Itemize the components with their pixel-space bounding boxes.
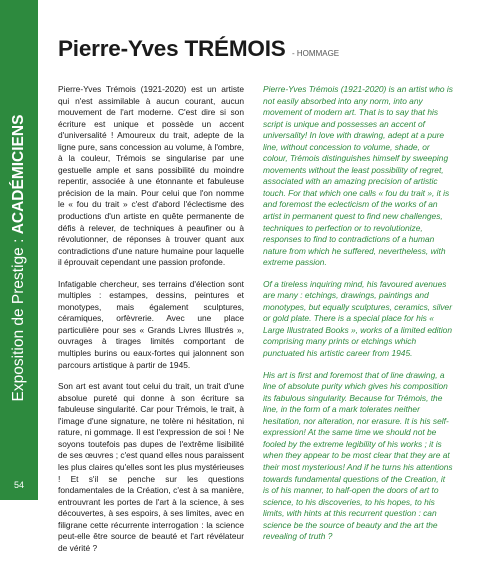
header — [58, 36, 339, 62]
french-paragraph-3: Son art est avant tout celui du trait, un trait d'une absolue pureté qui donne à son écriture sa fabuleuse singularité. Car pour Trémois, le trait, à l'image d'une signature, ne tolère ni hésitation, ni rature, ni gommage. Il est l'expression de soi ! Ne soyons toutefois pas dupes de l'extrême lisibilité de ses œuvres ; c'est quand elles nous paraissent les plus claires qu'elles sont les plus mystérieuses ! Et s'il se penche sur les questions fondamentales de la Création, c'est à sa manière, entrouvrant les portes de l'art à la science, à ses découvertes, à ses espoirs, à ses limites, avec en filigrane cette récurrente interrogation : la science peut-elle être source de beauté et l'art révélateur de vérité ? — [58, 381, 244, 553]
page-title: Pierre-Yves TRÉMOIS — [58, 36, 286, 61]
sidebar-label-bold: ACADÉMICIENS — [10, 114, 27, 235]
page-number: 54 — [13, 480, 24, 490]
english-paragraph-3: His art is first and foremost that of line drawing, a line of absolute purity which gives his composition its fabulous singularity. Because for Trémois, the line, in the form of a mark tolerates neither hesitation, nor alteration, nor erasure. It is his self-expression! At the same time we should not be fooled by the extreme legibility of his works ; it is when they appear to be most clear that they are at their most mysterious! And if he turns his attentions towards fundamental questions of the Creation, it is of his manner, to half-open the doors of art to science, to his discoveries, to his hopes, to his limits, with hints at this recurrent question : can science be the source of beauty and the art the revealing of truth ? — [263, 369, 453, 542]
page-subtitle: - HOMMAGE — [292, 49, 340, 58]
french-column — [58, 84, 244, 564]
sidebar-exhibition-label — [4, 18, 34, 498]
sidebar-label-prefix: Exposition de Prestige : — [10, 234, 27, 402]
english-paragraph-2: Of a tireless inquiring mind, his favoured avenues are many : etchings, drawings, paintings and monotypes, but equally sculptures, ceramics, silver or gold plate. There is a special place for his « Large Illustrated Books », works of a limited edition comprising many prints or etchings which punctuated his artistic career from 1945. — [263, 278, 452, 359]
french-paragraph-2: Infatigable chercheur, ses terrains d'élection sont multiples : estampes, dessins, peintures et monotypes, mais également sculptures, céramiques, orfèvrerie. Avec une place particulière pour ses « Grands Livres Illustrés », ouvrages à tirages limités comportant de multiples burins ou eaux-fortes qui jalonnent son parcours artistique à partir de 1945. — [58, 278, 244, 370]
english-paragraph-1: Pierre-Yves Trémois (1921-2020) is an artist who is not easily absorbed into any norm, into any movement of modern art. That is to say that his script is unique and possesses an accent of universality! In love with drawing, adept at a pure line, without concession to volume, shade, or colour, Trémois distinguishes himself by sweeping movements without the least possibility of regret, associated with an amazing precision of artistic touch. For that which one calls « fou du trait », it is and foremost the eclecticism of the works of an artist in permanent quest to find new challenges, techniques to perfection or to revolutionize, responses to find to contradictions of a human nature from which he suffered, nevertheless, with extreme passion. — [263, 84, 453, 268]
english-column — [263, 84, 453, 553]
sidebar-band — [0, 0, 38, 500]
french-paragraph-1: Pierre-Yves Trémois (1921-2020) est un artiste qui n'est assimilable à aucun courant, aucun mouvement de l'art moderne. C'est dire si son écriture est unique et possède un accent d'universalité ! Amoureux du trait, adepte de la ligne pure, sans concession au volume, à l'ombre, à la couleur, Trémois se singularise par une gestuelle ample et sans possibilité du moindre repentir, associée à une étonnante et fabuleuse précision de la main. Pour celui que l'on nomme le « fou du trait » c'est d'abord l'éclectisme des productions d'un artiste en quête permanente de défis à relever, de techniques à peaufiner ou à révolutionner, de réponses à trouver quant aux contradictions d'une nature humaine pour laquelle il éprouvait cependant une passion profonde. — [58, 84, 244, 268]
